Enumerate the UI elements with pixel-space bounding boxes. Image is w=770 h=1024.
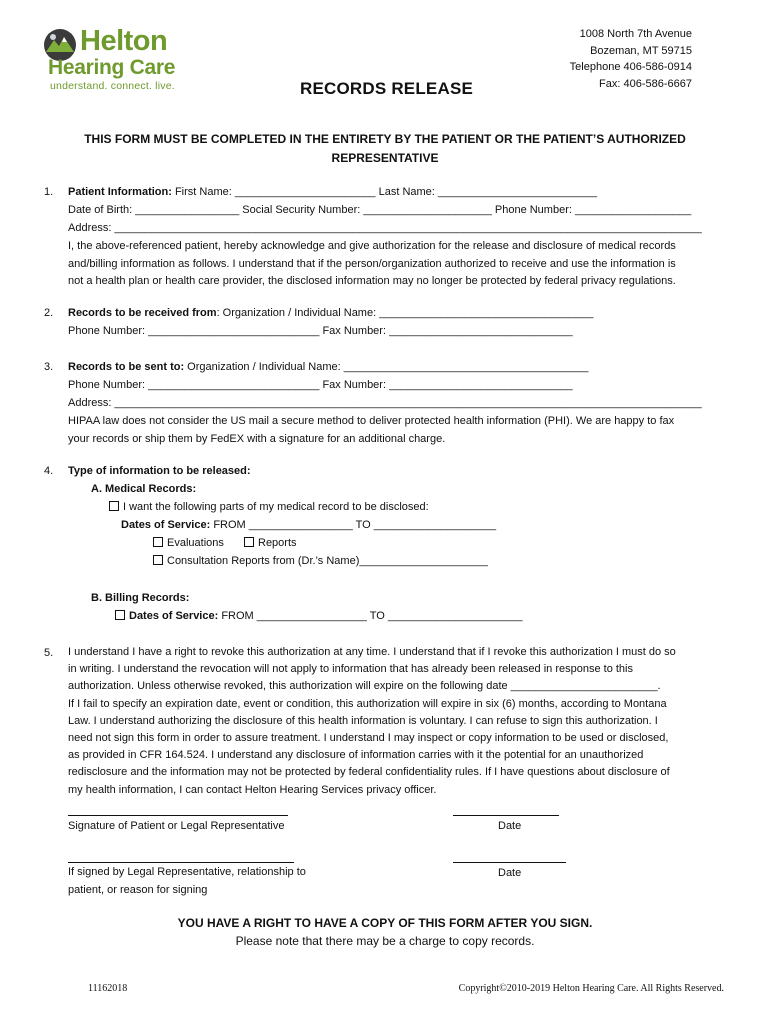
reports-option[interactable] xyxy=(244,534,297,552)
revocation-line: redisclosure and the information may not be protected by federal confidentiality rules. If I have questions about disclosure of xyxy=(68,766,670,779)
address-city: Bozeman, MT 59715 xyxy=(590,44,692,57)
date-1-line[interactable] xyxy=(453,815,559,816)
notice-line-1: THIS FORM MUST BE COMPLETED IN THE ENTIRETY BY THE PATIENT OR THE PATIENT’S AUTHORIZED xyxy=(84,132,686,146)
received-from-name-field[interactable]: : Organization / Individual Name: ___________________________________ xyxy=(216,307,594,319)
section-1-label: Patient Information: xyxy=(68,186,172,198)
revocation-line[interactable]: authorization. Unless otherwise revoked, this authorization will expire on the following date ________________________. xyxy=(68,680,661,693)
logo-tagline: understand. connect. live. xyxy=(50,80,175,92)
evaluations-option[interactable] xyxy=(153,534,224,552)
medical-record-parts-label: I want the following parts of my medical record to be disclosed: xyxy=(123,501,429,513)
copyright-text: Copyright©2010-2019 Helton Hearing Care. All Rights Reserved. xyxy=(458,983,724,994)
page-title: RECORDS RELEASE xyxy=(300,79,474,98)
representative-signature-line[interactable] xyxy=(68,862,294,863)
section-3-label: Records to be sent to: xyxy=(68,361,185,373)
received-from-phone-fax-fields[interactable]: Phone Number: ____________________________ Fax Number: ______________________________ xyxy=(68,325,573,337)
section-1-number: 1. xyxy=(44,186,54,198)
sent-to-row xyxy=(68,358,588,376)
section-2-label: Records to be received from xyxy=(68,307,217,319)
hipaa-paragraph xyxy=(68,413,728,448)
received-from-row xyxy=(68,304,593,322)
notice-line-2: REPRESENTATIVE xyxy=(331,151,439,165)
section-1-name-row xyxy=(68,183,597,201)
representative-label-line-1: If signed by Legal Representative, relationship to xyxy=(68,866,306,878)
address-street: 1008 North 7th Avenue xyxy=(579,28,692,40)
sent-to-phone-fax-fields[interactable]: Phone Number: ____________________________ Fax Number: ______________________________ xyxy=(68,379,573,391)
revocation-line: I understand I have a right to revoke this authorization at any time. I understand that if I revoke this authorization I must do so xyxy=(68,646,676,658)
section-2-number: 2. xyxy=(44,307,54,319)
address-telephone: Telephone 406-586-0914 xyxy=(569,61,692,73)
revocation-line: Law. I understand authorizing the disclosure of this health information is voluntary. I can refuse to sign this authorization. I xyxy=(68,714,658,727)
logo-name: Helton xyxy=(80,25,168,57)
authorization-line-2: and/billing information as follows. I understand that if the person/organization authorized to receive and use the information is xyxy=(68,257,676,270)
consultation-label: Consultation Reports from (Dr.’s Name)_____________________ xyxy=(167,555,488,567)
checkbox[interactable] xyxy=(115,610,125,620)
evaluations-label: Evaluations xyxy=(167,537,224,549)
consultation-option[interactable] xyxy=(153,552,488,570)
date-2-line[interactable] xyxy=(453,862,566,863)
billing-dates-option[interactable] xyxy=(115,607,522,625)
reports-label: Reports xyxy=(258,537,297,549)
form-code: 11162018 xyxy=(88,983,128,994)
medical-record-parts-option[interactable] xyxy=(109,498,429,516)
hipaa-line-1: HIPAA law does not consider the US mail a secure method to deliver protected health information (PHI). We are happy to fax xyxy=(68,415,675,427)
checkbox[interactable] xyxy=(109,501,119,511)
patient-address-field[interactable]: Address: ________________________________________________________________________________________________ xyxy=(68,222,702,234)
clinic-address xyxy=(570,26,692,92)
representative-label-line-2: patient, or reason for signing xyxy=(68,883,208,896)
section-3-number: 3. xyxy=(44,361,54,373)
patient-signature-line[interactable] xyxy=(68,815,288,816)
patient-dob-ssn-phone-fields[interactable]: Date of Birth: _________________ Social Security Number: _____________________ Phone Number: ___________________ xyxy=(68,204,692,216)
section-5-number: 5. xyxy=(44,647,54,659)
date-2-label: Date xyxy=(498,867,522,879)
medical-dates-fields[interactable]: FROM _________________ TO ____________________ xyxy=(210,519,497,531)
revocation-paragraph xyxy=(68,644,728,799)
hipaa-line-2: your records or ship them by FedEX with a signature for an additional charge. xyxy=(68,432,446,445)
billing-dates-label: Dates of Service: xyxy=(129,610,219,622)
date-1-label: Date xyxy=(498,820,522,832)
authorization-paragraph xyxy=(68,238,728,291)
copy-charge-notice: Please note that there may be a charge to copy records. xyxy=(235,934,535,948)
revocation-line: as provided in CFR 164.524. I understand any disclosure of information carries with it the potential for an unauthorized xyxy=(68,749,644,762)
copy-right-notice: YOU HAVE A RIGHT TO HAVE A COPY OF THIS FORM AFTER YOU SIGN. xyxy=(177,916,593,930)
representative-label xyxy=(68,864,306,899)
billing-dates-fields[interactable]: FROM __________________ TO ______________________ xyxy=(218,610,523,622)
checkbox[interactable] xyxy=(153,537,163,547)
revocation-line: If I fail to specify an expiration date, event or condition, this authorization will expire in six (6) months, according to Montana xyxy=(68,697,667,710)
revocation-line: in writing. I understand the revocation will not apply to information that has already been released in response to this xyxy=(68,663,633,676)
medical-dates-row xyxy=(121,516,496,534)
authorization-line-1: I, the above-referenced patient, hereby acknowledge and give authorization for the release and disclosure of medical records xyxy=(68,240,676,252)
sent-to-address-field[interactable]: Address: ________________________________________________________________________________________________ xyxy=(68,397,702,409)
logo-name-line2: Hearing Care xyxy=(48,56,176,79)
patient-signature-label: Signature of Patient or Legal Representative xyxy=(68,820,285,832)
medical-records-label: A. Medical Records: xyxy=(91,483,197,495)
billing-records-label: B. Billing Records: xyxy=(91,592,190,604)
revocation-line: my health information, I can contact Helton Hearing Services privacy officer. xyxy=(68,783,437,796)
address-fax: Fax: 406-586-6667 xyxy=(599,77,692,90)
checkbox[interactable] xyxy=(244,537,254,547)
section-4-label: Type of information to be released: xyxy=(68,465,251,477)
sent-to-name-field[interactable]: Organization / Individual Name: ________________________________________ xyxy=(184,361,589,373)
revocation-line: need not sign this form in order to assure treatment. I understand I may inspect or copy information to be used or disclosed, xyxy=(68,732,669,745)
patient-name-fields[interactable]: First Name: _______________________ Last Name: __________________________ xyxy=(171,186,597,198)
authorization-line-3: not a health plan or health care provider, the disclosed information may no longer be protected by federal privacy regulations. xyxy=(68,275,676,287)
section-4-number: 4. xyxy=(44,465,54,477)
checkbox[interactable] xyxy=(153,555,163,565)
form-notice xyxy=(60,130,710,168)
medical-dates-label: Dates of Service: xyxy=(121,519,211,531)
